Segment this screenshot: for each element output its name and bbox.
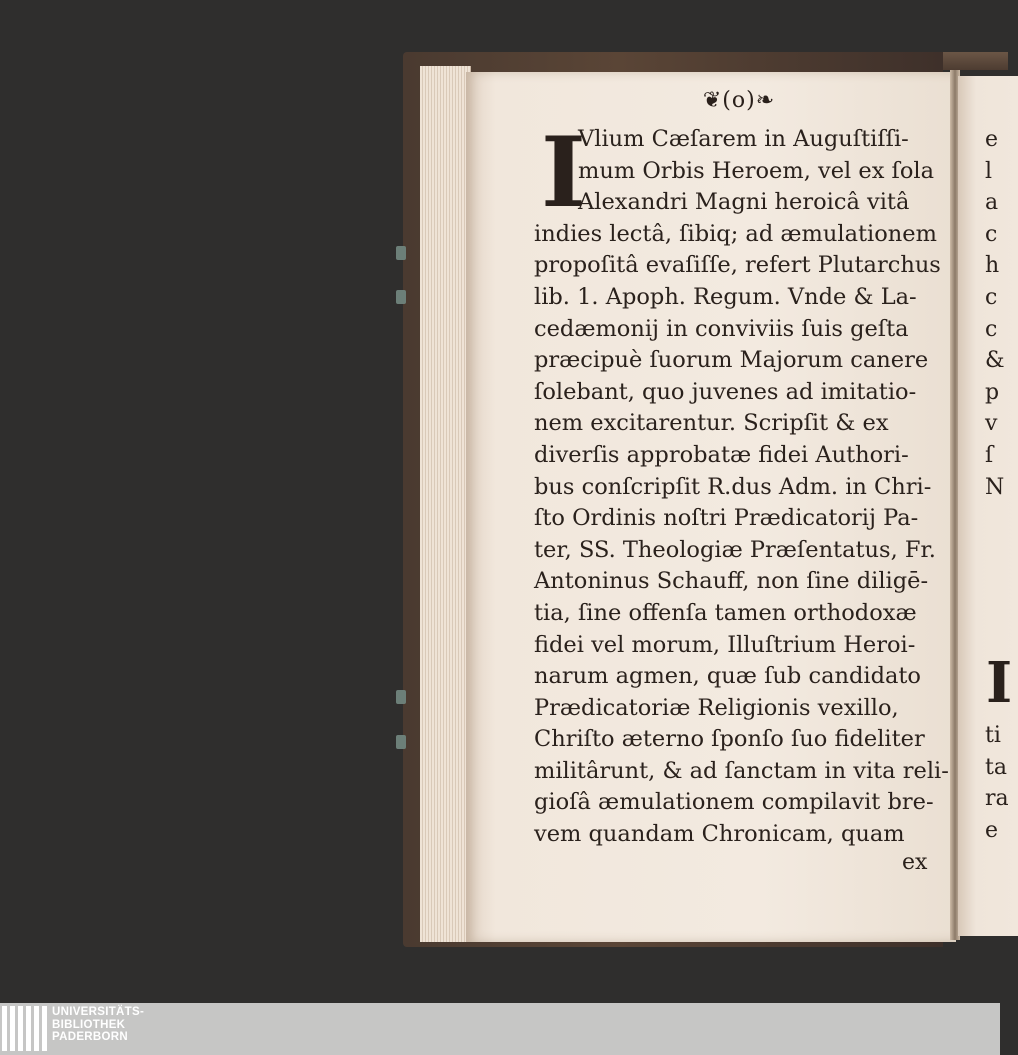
catchword: ex [902, 850, 928, 875]
body-text [534, 116, 949, 851]
clasp-bottom [396, 690, 406, 704]
text-line: c [985, 316, 998, 342]
text-line: & [985, 348, 1005, 374]
page-header: ❦(o)❧ [702, 88, 776, 113]
text-line: præcipuè ſuorum Majorum canere [534, 347, 929, 374]
text-line: vem quandam Chronicam, quam [534, 821, 905, 848]
text-line: indies lectâ, ſibiq; ad æmulationem [534, 220, 937, 247]
text-line: N [985, 474, 1005, 500]
footer-bar [0, 1003, 1000, 1055]
library-logo-icon [2, 1006, 47, 1051]
text-line: bus conſcripſit R.dus Adm. in Chri- [534, 473, 932, 500]
text-line: p [985, 379, 1000, 405]
text-line: c [985, 284, 998, 310]
text-line: h [985, 253, 1000, 279]
text-line: a [985, 190, 999, 216]
text-line: ti [985, 723, 1001, 748]
text-line: l [985, 158, 993, 184]
text-line: gioſâ æmulationem compilavit bre- [534, 789, 934, 816]
right-page-text [985, 124, 1005, 503]
text-line: tia, ſine offenſa tamen orthodoxæ [534, 599, 917, 626]
text-line: narum agmen, quæ ſub candidato [534, 663, 921, 690]
library-logo-text [52, 1006, 144, 1044]
text-line: lib. 1. Apoph. Regum. Vnde & La- [534, 283, 917, 310]
text-line: ſto Ordinis noſtri Prædicatorij Pa- [534, 505, 919, 532]
clasp-top [396, 246, 406, 260]
page-edges [420, 66, 471, 942]
clasp-top-2 [396, 290, 406, 304]
logo-line: UNIVERSITÄTS- [52, 1006, 145, 1018]
text-line: Chriſto æterno ſponſo ſuo fideliter [534, 726, 925, 753]
clasp-bottom-2 [396, 735, 406, 749]
text-line: ra [985, 786, 1009, 812]
text-line: v [985, 411, 998, 437]
text-line: mum Orbis Heroem, vel ex ſola [578, 157, 935, 184]
text-line: propoſitâ evaſiſſe, refert Plutarchus [534, 252, 941, 279]
right-page-initial: I [986, 650, 1013, 716]
text-line: ta [985, 754, 1007, 780]
text-line: e [985, 817, 999, 843]
text-line: Prædicatoriæ Religionis vexillo, [534, 694, 899, 721]
text-line: nem excitarentur. Scripſit & ex [534, 410, 889, 437]
text-line: Alexandri Magni heroicâ vitâ [578, 189, 910, 216]
text-line: ſ [985, 442, 994, 468]
text-line: diverſis approbatæ fidei Authori- [534, 441, 909, 468]
text-line: Vlium Cæſarem in Auguſtiſſi- [578, 126, 909, 152]
text-line: ter, SS. Theologiæ Præſentatus, Fr. [534, 536, 936, 563]
logo-line: PADERBORN [52, 1031, 128, 1043]
right-page-text-lower [985, 720, 1009, 846]
text-line: cedæmonij in conviviis ſuis geſta [534, 315, 909, 342]
text-line: ſolebant, quo juvenes ad imitatio- [534, 378, 917, 405]
text-line: militârunt, & ad ſanctam in vita reli- [534, 757, 949, 784]
text-line: Antoninus Schauff, non ſine diligē- [534, 568, 929, 595]
logo-line: BIBLIOTHEK [52, 1018, 126, 1031]
text-line: fidei vel morum, Illuſtrium Heroi- [534, 631, 916, 658]
text-line: c [985, 221, 998, 247]
drop-cap: I [541, 116, 586, 229]
text-line: e [985, 127, 999, 152]
